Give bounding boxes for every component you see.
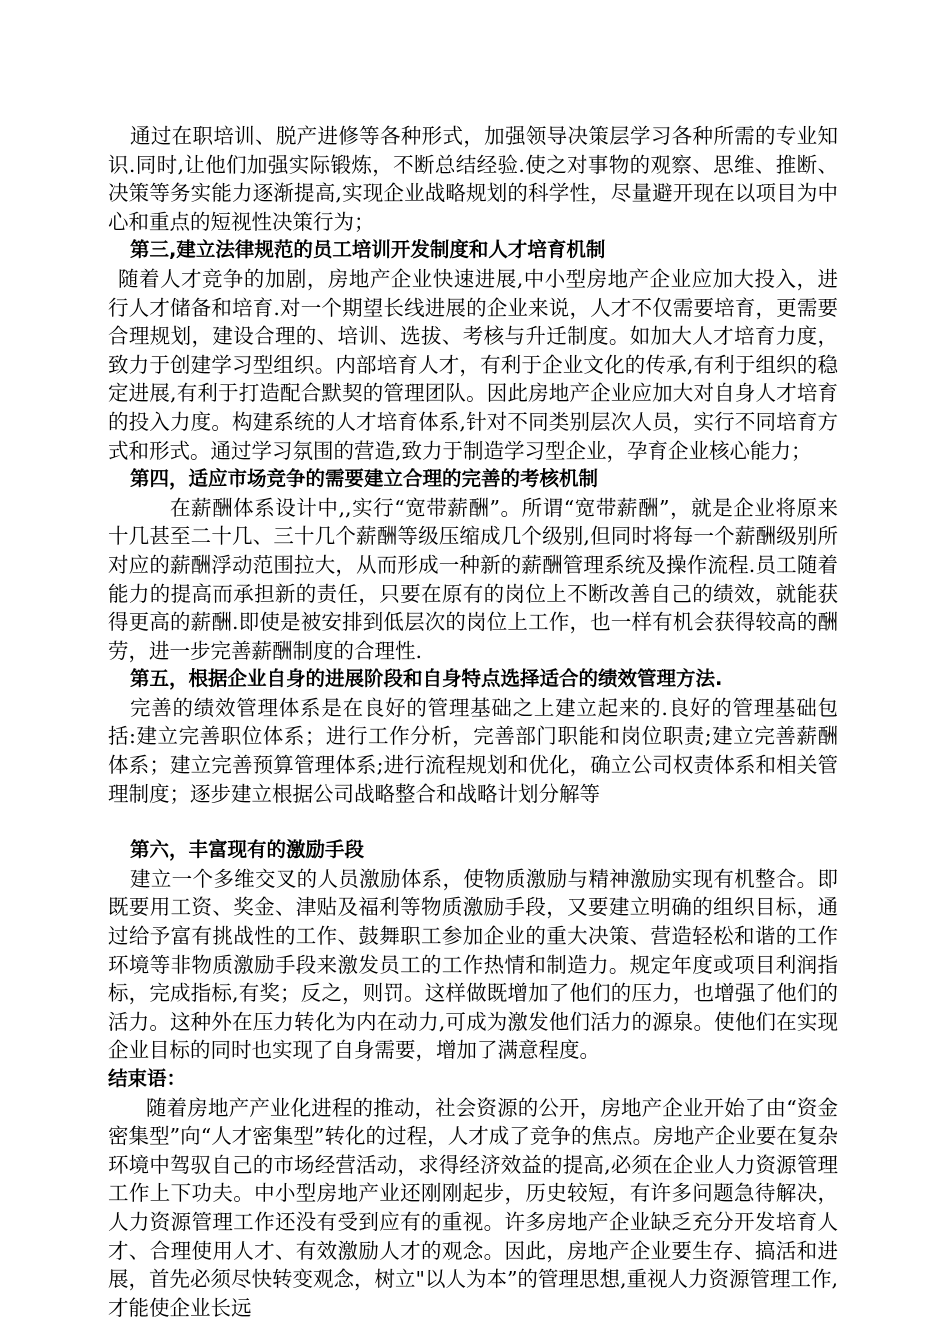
document-page <box>108 122 838 1322</box>
paragraph-incentives: 建立一个多维交叉的人员激励体系，使物质激励与精神激励实现有机整合。即既要用工资、奖金、津贴及福利等物质激励手段，又要建立明确的组织目标，通过给予富有挑战性的工作、鼓舞职工参加企业的重大决策、营造轻松和谐的工作环境等非物质激励手段来激发员工的工作热情和制造力。规定年度或项目利润指标，完成指标,有奖；反之，则罚。这样做既增加了他们的压力，也增强了他们的活力。这种外在压力转化为内在动力,可成为激发他们活力的源泉。使他们在实现企业目标的同时也实现了自身需要，增加了满意程度。 <box>108 866 838 1063</box>
paragraph-conclusion: 随着房地产产业化进程的推动，社会资源的公开，房地产企业开始了由“资金密集型”向“人才密集型”转化的过程，人才成了竞争的焦点。房地产企业要在复杂环境中驾驭自己的市场经营活动，求得经济效益的提高,必须在企业人力资源管理工作上下功夫。中小型房地产业还刚刚起步，历史较短，有许多问题急待解决，人力资源管理工作还没有受到应有的重视。许多房地产企业缺乏充分开发培育人才、合理使用人才、有效激励人才的观念。因此，房地产企业要生存、搞活和进展，首先必须尽快转变观念，树立"以人为本”的管理思想,重视人力资源管理工作,才能使企业长远 <box>108 1095 838 1320</box>
paragraph-performance-management: 完善的绩效管理体系是在良好的管理基础之上建立起来的.良好的管理基础包括:建立完善职位体系；进行工作分析，完善部门职能和岗位职责;建立完善薪酬体系；建立完善预算管理体系;进行流程规划和优化，确立公司权责体系和相关管理制度；逐步建立根据公司战略整合和战略计划分解等 <box>108 695 838 806</box>
heading-section-6: 第六，丰富现有的激励手段 <box>130 838 365 862</box>
heading-section-5: 第五，根据企业自身的进展阶段和自身特点选择适合的绩效管理方法. <box>130 667 723 691</box>
heading-section-4: 第四，适应市场竞争的需要建立合理的完善的考核机制 <box>130 467 599 491</box>
paragraph-broadband-salary: 在薪酬体系设计中,,实行“宽带薪酬”。所谓“宽带薪酬”，就是企业将原来十几甚至二十几、三十几个薪酬等级压缩成几个级别,但同时将每一个薪酬级别所对应的薪酬浮动范围拉大，从而形成一种新的薪酬管理系统及操作流程.员工随着能力的提高而承担新的责任，只要在原有的岗位上不断改善自己的绩效，就能获得更高的薪酬.即使是被安排到低层次的岗位上工作，也一样有机会获得较高的酬劳，进一步完善薪酬制度的合理性. <box>108 495 838 663</box>
paragraph-training: 通过在职培训、脱产进修等各种形式，加强领导决策层学习各种所需的专业知识.同时,让他们加强实际锻炼，不断总结经验.使之对事物的观察、思维、推断、决策等务实能力逐渐提高,实现企业战略规划的科学性，尽量避开现在以项目为中心和重点的短视性决策行为； <box>108 124 838 234</box>
paragraph-talent-cultivation: 随着人才竞争的加剧，房地产企业快速进展,中小型房地产企业应加大投入，进行人才储备和培育.对一个期望长线进展的企业来说，人才不仅需要培育，更需要合理规划，建设合理的、培训、选拔、考核与升迁制度。如加大人才培育力度，致力于创建学习型组织。内部培育人才，有利于企业文化的传承,有利于组织的稳定进展,有利于打造配合默契的管理团队。因此房地产企业应加大对自身人才培育的投入力度。构建系统的人才培育体系,针对不同类别层次人员，实行不同培育方式和形式。通过学习氛围的营造,致力于制造学习型企业，孕育企业核心能力； <box>108 266 838 463</box>
heading-section-3: 第三,建立法律规范的员工培训开发制度和人才培育机制 <box>130 238 606 262</box>
paragraph-gap <box>108 808 838 836</box>
heading-conclusion: 结束语： <box>108 1067 187 1090</box>
